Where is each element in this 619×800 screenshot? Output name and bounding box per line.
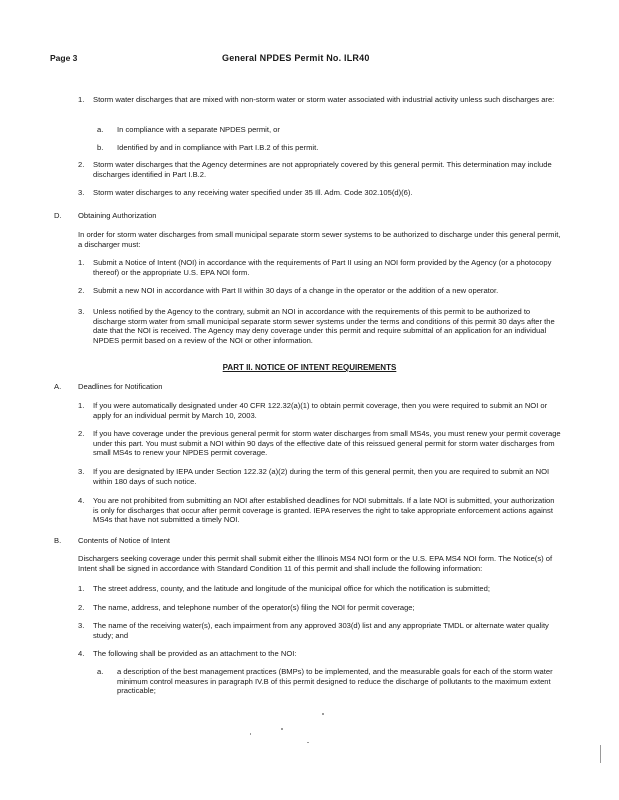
sublist-item: a description of the best management practices (BMPs) to be implemented, and the measurable goals for each of the storm water minimum control measures in paragraph IV.B of this permit designed to reduce the discharge of pollutants to the maximum extent practicable; <box>117 667 553 696</box>
list-number: 4. <box>78 649 85 658</box>
section-intro: Dischargers seeking coverage under this permit shall submit either the Illinois MS4 NOI form or the U.S. EPA MS4 NOI form. The Notice(s) of Intent shall be signed in accordance with Standard Condition 11 of this permit and shall include the following information: <box>78 554 553 573</box>
list-number: 3. <box>78 621 85 630</box>
list-item: If you were automatically designated under 40 CFR 122.32(a)(1) to obtain permit coverage, then you were required to submit an NOI or apply for an individual permit by March 10, 2003. <box>93 401 548 420</box>
sublist-label: a. <box>97 125 104 134</box>
permit-title: General NPDES Permit No. ILR40 <box>222 53 370 63</box>
list-number: 3. <box>78 188 85 197</box>
list-number: 1. <box>78 258 85 267</box>
list-item: Storm water discharges that are mixed with non-storm water or storm water associated with industrial activity unless such discharges are: <box>93 95 555 104</box>
sublist-label: a. <box>97 667 104 676</box>
list-item: If you have coverage under the previous general permit for storm water discharges from small MS4s, you must renew your permit coverage under this part. You must submit a NOI within 90 days of the effective date of this reissued general permit for storm water discharges from small MS4s to renew your NPDES permit coverage. <box>93 429 561 458</box>
section-heading: Deadlines for Notification <box>78 382 163 391</box>
list-number: 1. <box>78 584 85 593</box>
list-item: The name, address, and telephone number of the operator(s) filing the NOI for permit coverage; <box>93 603 415 612</box>
list-number: 1. <box>78 401 85 410</box>
list-item: Storm water discharges that the Agency determines are not appropriately covered by this general permit. This determination may include discharges identified in Part I.B.2. <box>93 160 552 179</box>
list-number: 2. <box>78 160 85 169</box>
section-letter: D. <box>54 211 62 220</box>
sublist-label: b. <box>97 143 104 152</box>
sublist-item: In compliance with a separate NPDES permit, or <box>117 125 280 134</box>
list-item: You are not prohibited from submitting an NOI after established deadlines for NOI submittals. If a late NOI is submitted, your authorization is only for discharges that occur after permit coverage is granted. IEPA reserves the right to take appropriate enforcement actions against MS4s that have not submitted a timely NOI. <box>93 496 555 525</box>
list-number: 4. <box>78 496 85 505</box>
section-intro: In order for storm water discharges from small municipal separate storm sewer systems to be authorized to discharge under this general permit, a discharger must: <box>78 230 561 249</box>
list-number: 2. <box>78 286 85 295</box>
scan-speck <box>250 733 251 735</box>
list-number: 3. <box>78 307 85 316</box>
sublist-item: Identified by and in compliance with Part I.B.2 of this permit. <box>117 143 319 152</box>
list-item: Unless notified by the Agency to the contrary, submit an NOI in accordance with the requirements of this permit to be authorized to discharge storm water from small municipal separate storm sewer systems under the terms and conditions of this permit 30 days after the date that the NOI is received. The Agency may deny coverage under this permit and require submittal of an application for an individual NPDES permit based on a review of the NOI or other information. <box>93 307 555 345</box>
list-number: 3. <box>78 467 85 476</box>
list-item: Submit a Notice of Intent (NOI) in accordance with the requirements of Part II using an NOI form provided by the Agency (or a photocopy thereof) or the appropriate U.S. EPA NOI form. <box>93 258 552 277</box>
part-heading: PART II. NOTICE OF INTENT REQUIREMENTS <box>222 363 397 372</box>
scan-edge-mark <box>600 745 601 763</box>
list-number: 1. <box>78 95 85 104</box>
scan-speck <box>281 728 283 730</box>
section-heading: Obtaining Authorization <box>78 211 157 220</box>
list-item: The street address, county, and the latitude and longitude of the municipal office for which the notification is submitted; <box>93 584 490 593</box>
list-number: 2. <box>78 603 85 612</box>
page-number: Page 3 <box>50 53 78 63</box>
list-item: The following shall be provided as an attachment to the NOI: <box>93 649 297 658</box>
section-letter: B. <box>54 536 62 545</box>
list-item: The name of the receiving water(s), each impairment from any approved 303(d) list and any appropriate TMDL or alternate water quality study; and <box>93 621 549 640</box>
list-item: Storm water discharges to any receiving water specified under 35 Ill. Adm. Code 302.105(d)(6). <box>93 188 413 197</box>
scan-speck <box>322 713 324 715</box>
section-letter: A. <box>54 382 62 391</box>
list-item: Submit a new NOI in accordance with Part II within 30 days of a change in the operator or the addition of a new operator. <box>93 286 499 295</box>
page-header <box>50 54 579 66</box>
list-item: If you are designated by IEPA under Section 122.32 (a)(2) during the term of this general permit, then you are required to submit an NOI within 180 days of such notice. <box>93 467 550 486</box>
section-heading: Contents of Notice of Intent <box>78 536 171 545</box>
list-number: 2. <box>78 429 85 438</box>
scan-speck <box>307 742 309 743</box>
